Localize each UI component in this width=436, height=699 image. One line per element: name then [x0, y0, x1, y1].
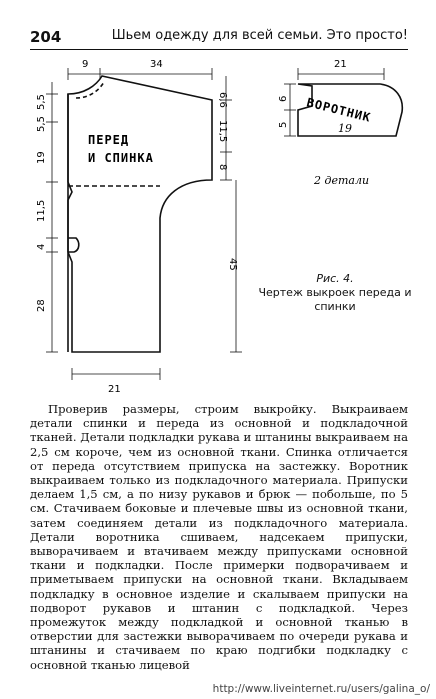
pocket-shape — [68, 238, 79, 252]
running-title: Шьем одежду для всей семьи. Это просто! — [111, 28, 408, 43]
pattern-outline — [68, 76, 212, 352]
dim-right-3: 8 — [217, 164, 228, 171]
caption-number: Рис. 4. — [316, 272, 354, 285]
dim-top-left: 9 — [82, 59, 89, 70]
label-collar: ВОРОТНИК — [305, 95, 373, 125]
label-front-back-1: ПЕРЕД — [88, 133, 130, 147]
dim-left-4: 11,5 — [36, 199, 47, 222]
dim-top-right: 34 — [150, 59, 163, 70]
dim-left-6: 28 — [36, 299, 47, 312]
dim-right-2: 11,5 — [217, 120, 228, 143]
dim-left-2: 5,5 — [36, 116, 47, 132]
neckline-dashed — [76, 82, 104, 98]
body-paragraph: Проверив размеры, строим выкройку. Выкраиваем детали спинки и переда из основной и подкладочной тканей. Детали подкладки рукава и штанины выкраиваем на 2,5 см короче, чем из основной ткани. Спинка отличается от переда отсутствием припуска на застежку. Воротник выкраиваем только из подкладочного материала. Припуски делаем 1,5 см, а по низу рукавов и брюк — побольше, по 5 см. Стачиваем боковые и плечевые швы из основной ткани, затем соединяем детали из подкладочного материала. Детали воротника сшиваем, надсекаем припуски, выворачиваем и втачиваем между припусками основной ткани и подкладки. После примерки подворачиваем и приметываем припуски на основной ткани. Вкладываем подкладку в основное изделие и скалываем припуски на подворот рукавов и штанин с подкладкой. Через промежуток между подкладкой и основной тканью в отверстии для застежки выворачиваем по очереди рукава и штанины и стачиваем по краю подгибки подкладку с основной тканью лицевой — [30, 402, 408, 672]
label-front-back-2: И СПИНКА — [88, 151, 154, 165]
dim-left-1: 5,5 — [36, 94, 47, 110]
header-rule — [30, 49, 408, 50]
dim-right-1: 6,6 — [217, 92, 228, 108]
dim-left-3: 19 — [36, 151, 47, 164]
dim-collar-top: 21 — [334, 59, 347, 70]
dim-collar-bottom: 19 — [338, 122, 352, 135]
dim-collar-left-1: 6 — [278, 95, 289, 102]
body-text — [30, 402, 408, 672]
dim-collar-left-2: 5 — [278, 121, 289, 128]
dim-bottom: 21 — [108, 384, 121, 395]
front-back-pattern — [68, 76, 212, 352]
watermark-url: http://www.liveinternet.ru/users/galina_o/ — [212, 683, 430, 695]
page-number: 204 — [30, 28, 62, 46]
pattern-drawing — [0, 52, 436, 402]
page-header — [30, 28, 408, 50]
label-collar-count: 2 детали — [314, 174, 370, 187]
dim-right-4: 45 — [227, 258, 238, 271]
figure-caption — [255, 272, 415, 314]
dim-left-5: 4 — [36, 243, 47, 250]
pattern-figure — [0, 52, 436, 402]
caption-text: Чертеж выкроек переда и спинки — [258, 286, 412, 313]
